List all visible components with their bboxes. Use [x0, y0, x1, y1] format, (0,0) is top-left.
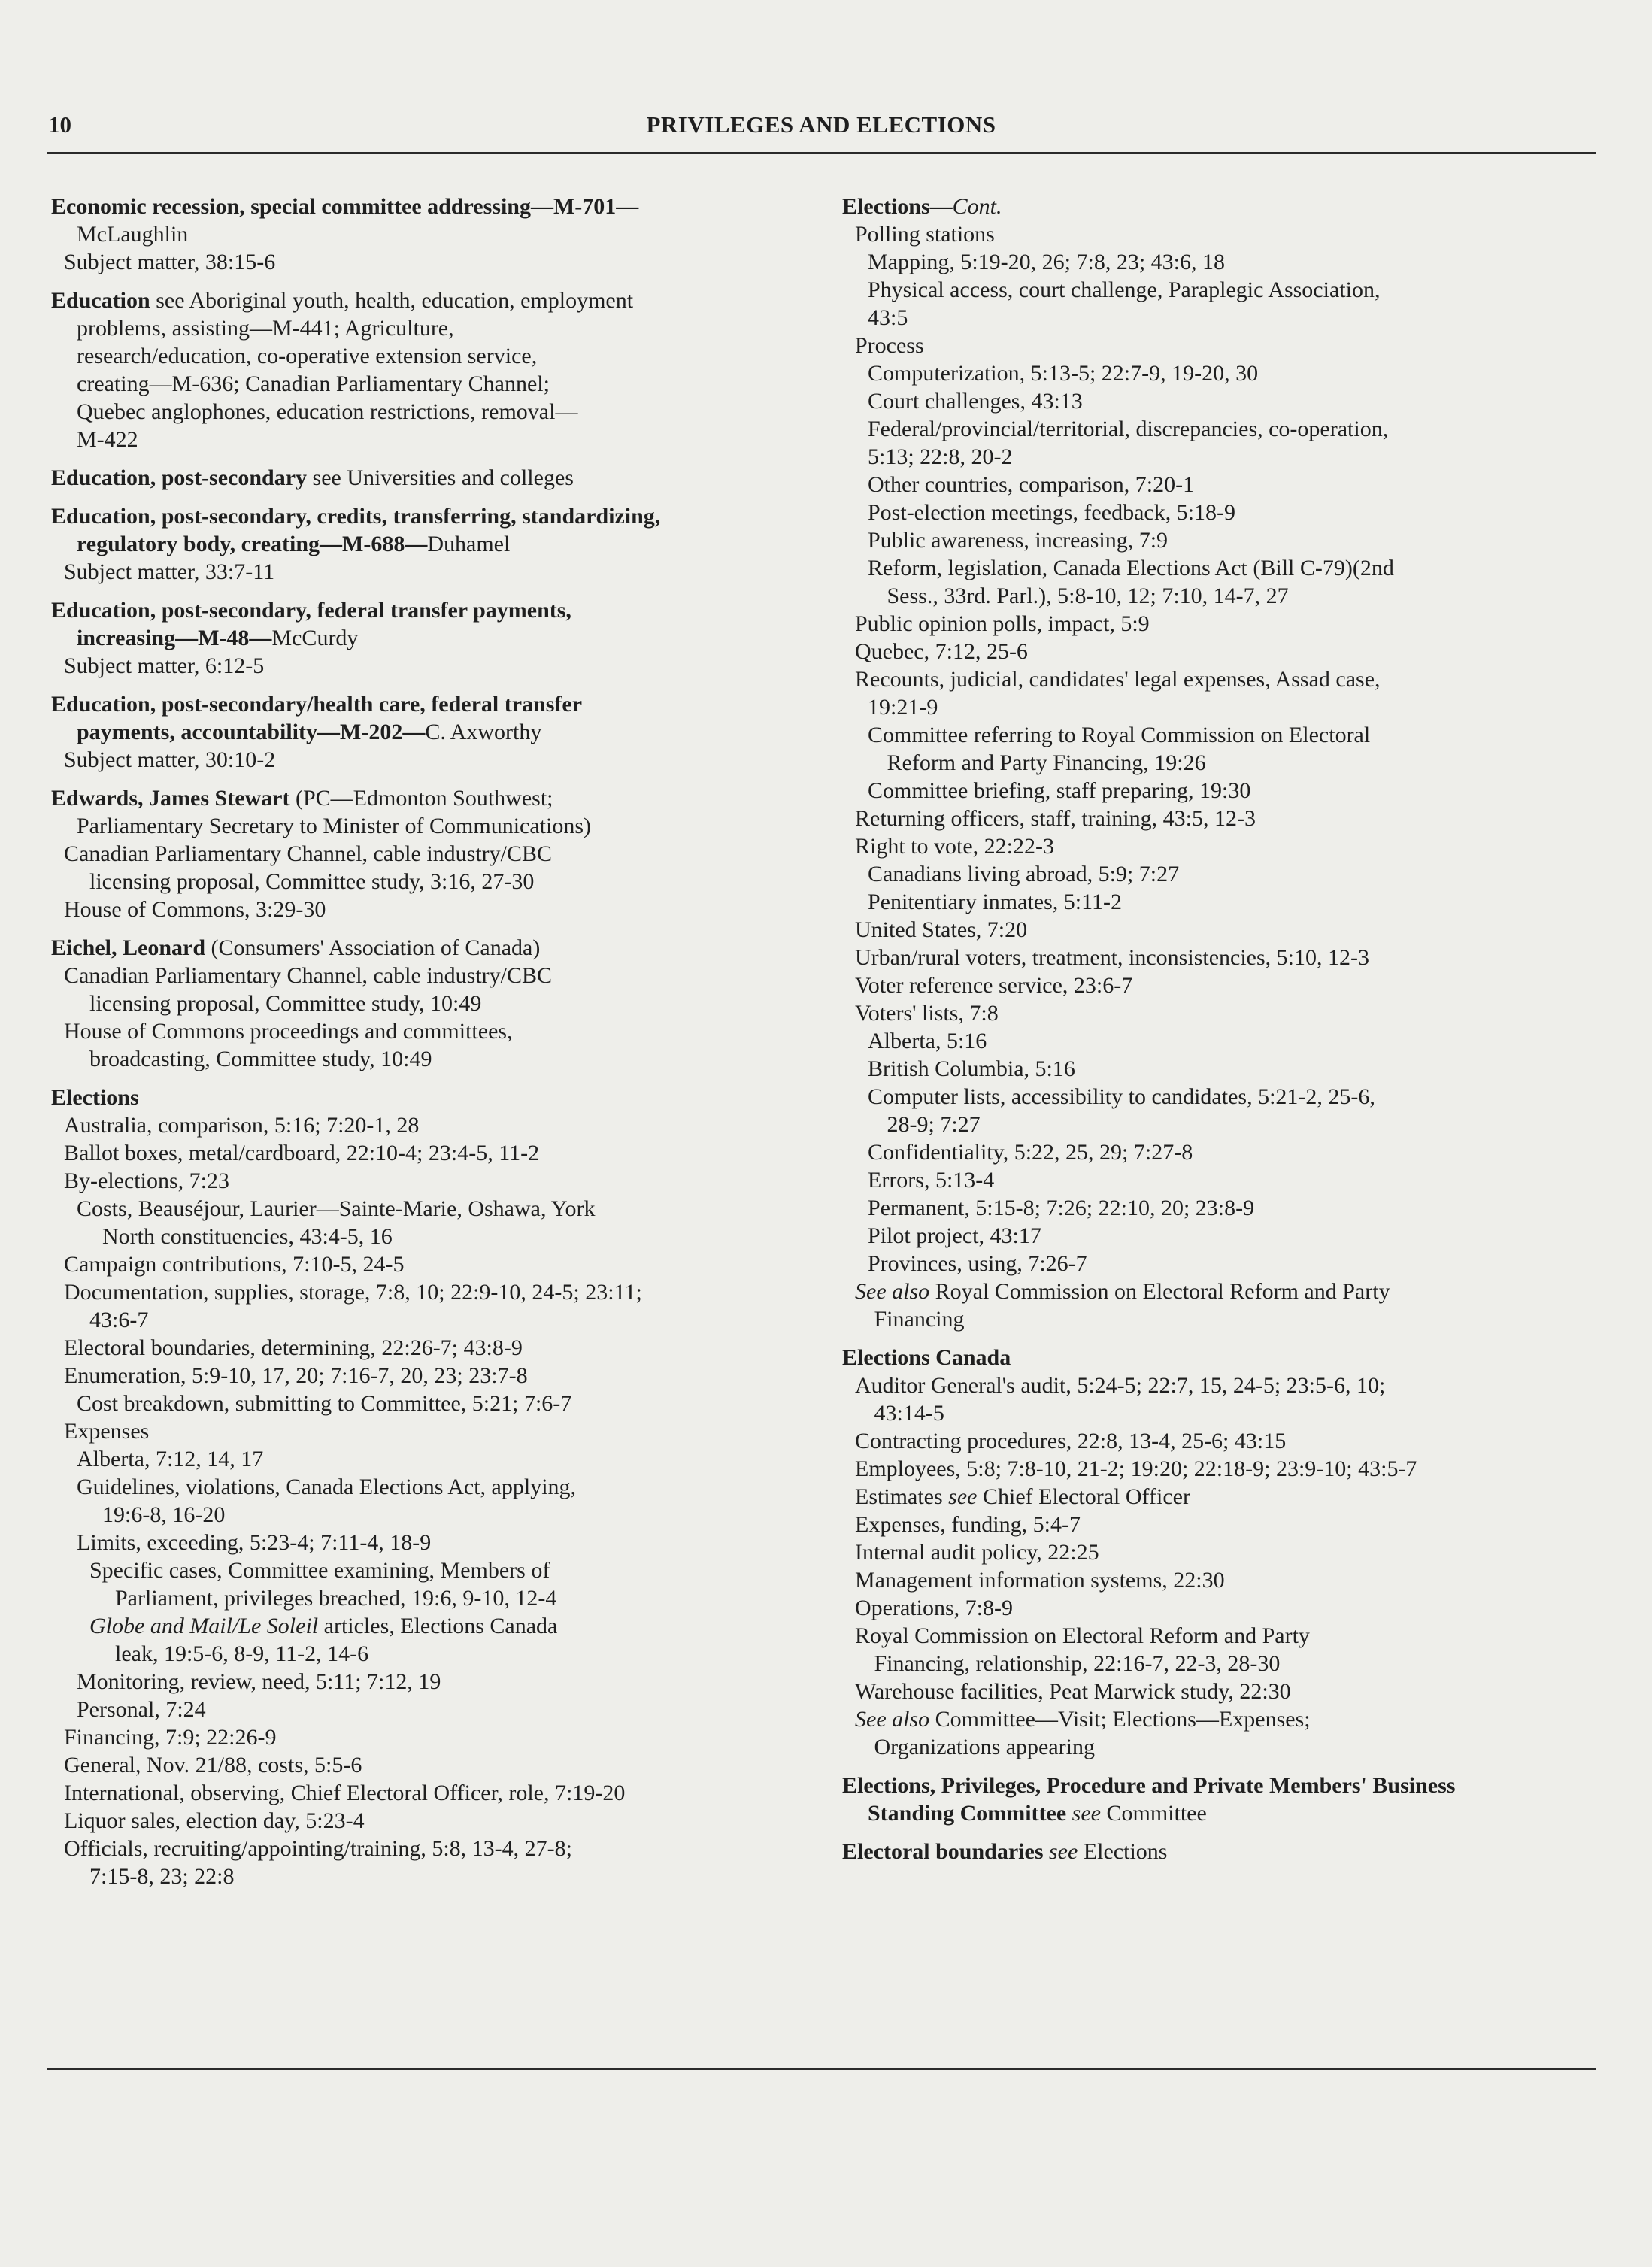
index-heading: [51, 690, 803, 718]
index-subentry: [51, 1779, 803, 1807]
index-subentry: [51, 1723, 803, 1751]
index-subentry: [842, 471, 1594, 499]
subentry-text: Public opinion polls, impact, 5:9: [855, 611, 1150, 636]
subentry-text: Parliamentary Secretary to Minister of Communications): [77, 814, 591, 838]
subentry-text: International, observing, Chief Electoral Officer, role, 7:19-20: [64, 1781, 626, 1805]
index-subentry: [51, 1017, 803, 1045]
subentry-text: Chief Electoral Officer: [977, 1484, 1190, 1509]
subentry-text: Financing, 7:9; 22:26-9: [64, 1725, 277, 1750]
subentry-text: Recounts, judicial, candidates' legal expenses, Assad case,: [855, 667, 1381, 692]
subentry-text: research/education, co-operative extension service,: [77, 344, 538, 368]
subentry-text: Internal audit policy, 22:25: [855, 1540, 1099, 1565]
index-subentry: [842, 526, 1594, 554]
heading-term: Education, post-secondary/health care, federal transfer: [51, 692, 583, 717]
index-subentry: [51, 1556, 803, 1584]
page-number: 10: [48, 111, 71, 138]
subentry-text: Federal/provincial/territorial, discrepancies, co-operation,: [868, 417, 1389, 441]
subentry-bold: Standing Committee: [868, 1801, 1067, 1826]
subentry-text: Public awareness, increasing, 7:9: [868, 528, 1169, 553]
index-subentry: [842, 1222, 1594, 1250]
index-subentry: [51, 624, 803, 652]
subentry-text: 19:21-9: [868, 695, 938, 720]
index-subentry: [51, 426, 803, 453]
index-subentry: [51, 1445, 803, 1473]
index-subentry: [842, 832, 1594, 860]
index-subentry: [842, 1650, 1594, 1678]
subentry-bold: regulatory body, creating—M-688—: [77, 532, 428, 556]
subentry-text: Subject matter, 6:12-5: [64, 653, 265, 678]
index-subentry: [842, 220, 1594, 248]
subentry-text: Australia, comparison, 5:16; 7:20-1, 28: [64, 1113, 420, 1138]
subentry-text: 28-9; 7:27: [887, 1112, 981, 1137]
subentry-text: Court challenges, 43:13: [868, 389, 1083, 414]
subentry-text: Urban/rural voters, treatment, inconsistencies, 5:10, 12-3: [855, 945, 1369, 970]
index-subentry: [51, 1306, 803, 1334]
index-subentry: [842, 1305, 1594, 1333]
subentry-text: Subject matter, 33:7-11: [64, 559, 275, 584]
subentry-text: 43:14-5: [874, 1401, 944, 1426]
footer-rule: [47, 2068, 1596, 2070]
index-subentry: [842, 916, 1594, 944]
index-subentry: [842, 1622, 1594, 1650]
subentry-text: Financing, relationship, 22:16-7, 22-3, 28-30: [874, 1651, 1281, 1676]
subentry-text: Canadians living abroad, 5:9; 7:27: [868, 862, 1180, 886]
index-subentry: [842, 638, 1594, 665]
index-entry: [51, 690, 803, 774]
subentry-text: Computer lists, accessibility to candidates, 5:21-2, 25-6,: [868, 1084, 1375, 1109]
index-subentry: [842, 1594, 1594, 1622]
index-subentry: [51, 370, 803, 398]
index-subentry: [842, 582, 1594, 610]
left-index-column: [51, 192, 803, 1901]
index-subentry: [51, 530, 803, 558]
heading-term: Education, post-secondary, credits, transferring, standardizing,: [51, 504, 661, 529]
index-entry: [51, 464, 803, 492]
index-heading: [51, 192, 803, 220]
subentry-text: Post-election meetings, feedback, 5:18-9: [868, 500, 1236, 525]
subentry-text: Voter reference service, 23:6-7: [855, 973, 1133, 998]
index-subentry: [51, 398, 803, 426]
index-subentry: [51, 868, 803, 896]
subentry-text: 43:6-7: [89, 1308, 149, 1332]
index-subentry: [842, 1371, 1594, 1399]
subentry-text: Ballot boxes, metal/cardboard, 22:10-4; 23:4-5, 11-2: [64, 1141, 540, 1165]
index-subentry: [842, 888, 1594, 916]
index-subentry: [51, 1334, 803, 1362]
index-subentry: [842, 1277, 1594, 1305]
subentry-text: Process: [855, 333, 924, 358]
index-heading: [51, 1083, 803, 1111]
subentry-text: Expenses, funding, 5:4-7: [855, 1512, 1081, 1537]
subentry-text: McLaughlin: [77, 222, 189, 247]
heading-term: Education, post-secondary, federal transfer payments,: [51, 598, 571, 623]
index-entry: [51, 502, 803, 586]
subentry-text: Subject matter, 38:15-6: [64, 250, 276, 274]
subentry-text: Duhamel: [427, 532, 511, 556]
index-subentry: [51, 1390, 803, 1417]
subentry-text: Documentation, supplies, storage, 7:8, 10; 22:9-10, 24-5; 23:11;: [64, 1280, 642, 1305]
index-subentry: [51, 248, 803, 276]
index-heading: [51, 464, 803, 492]
index-subentry: [51, 718, 803, 746]
index-subentry: [51, 1640, 803, 1668]
heading-continued: Cont.: [952, 194, 1002, 219]
index-subentry: [842, 805, 1594, 832]
index-subentry: [51, 1501, 803, 1529]
subentry-text: Right to vote, 22:22-3: [855, 834, 1054, 859]
subentry-italic: See also: [855, 1279, 930, 1304]
index-subentry: [842, 415, 1594, 443]
header-rule: [47, 152, 1596, 154]
index-heading: [842, 1771, 1594, 1799]
index-subentry: [842, 1566, 1594, 1594]
index-subentry: [842, 665, 1594, 693]
index-subentry: [842, 999, 1594, 1027]
subentry-text: Subject matter, 30:10-2: [64, 747, 276, 772]
subentry-text: licensing proposal, Committee study, 3:16, 27-30: [89, 869, 535, 894]
index-subentry: [51, 1751, 803, 1779]
subentry-text: Reform and Party Financing, 19:26: [887, 750, 1206, 775]
subentry-italic: Globe and Mail/Le Soleil: [89, 1614, 319, 1638]
index-heading: [51, 596, 803, 624]
index-subentry: [842, 944, 1594, 971]
index-subentry: [51, 558, 803, 586]
index-heading: [51, 934, 803, 962]
index-subentry: [842, 1538, 1594, 1566]
index-subentry: [51, 840, 803, 868]
index-subentry: [842, 1250, 1594, 1277]
index-subentry: [51, 314, 803, 342]
subentry-text: Permanent, 5:15-8; 7:26; 22:10, 20; 23:8-9: [868, 1196, 1255, 1220]
heading-term: Education, post-secondary: [51, 465, 308, 490]
subentry-bold: increasing—M-48—: [77, 626, 272, 650]
subentry-italic: See also: [855, 1707, 930, 1732]
index-subentry: [842, 443, 1594, 471]
index-subentry: [51, 812, 803, 840]
heading-term: Elections Canada: [842, 1345, 1011, 1370]
heading-rest: Elections: [1078, 1839, 1168, 1864]
index-subentry: [842, 1799, 1594, 1827]
index-subentry: [842, 387, 1594, 415]
index-subentry: [51, 1835, 803, 1862]
subentry-text: Returning officers, staff, training, 43:5, 12-3: [855, 806, 1256, 831]
subentry-text: British Columbia, 5:16: [868, 1056, 1075, 1081]
subentry-text: Reform, legislation, Canada Elections Act (Bill C-79)(2nd: [868, 556, 1394, 580]
subentry-text: Warehouse facilities, Peat Marwick study, 22:30: [855, 1679, 1291, 1704]
index-subentry: [51, 1668, 803, 1696]
subentry-text: Royal Commission on Electoral Reform and Party: [929, 1279, 1390, 1304]
subentry-text: Pilot project, 43:17: [868, 1223, 1041, 1248]
index-subentry: [842, 1483, 1594, 1511]
subentry-text: Costs, Beauséjour, Laurier—Sainte-Marie, Oshawa, York: [77, 1196, 596, 1221]
heading-term: Electoral boundaries: [842, 1839, 1044, 1864]
index-subentry: [842, 332, 1594, 359]
index-subentry: [51, 1278, 803, 1306]
index-subentry: [51, 1362, 803, 1390]
index-subentry: [842, 971, 1594, 999]
subentry-text: Limits, exceeding, 5:23-4; 7:11-4, 18-9: [77, 1530, 432, 1555]
index-subentry: [51, 1584, 803, 1612]
index-subentry: [842, 304, 1594, 332]
subentry-text: Errors, 5:13-4: [868, 1168, 995, 1193]
index-heading: [842, 1838, 1594, 1865]
subentry-text: Management information systems, 22:30: [855, 1568, 1225, 1593]
subentry-text: Royal Commission on Electoral Reform and Party: [855, 1623, 1310, 1648]
subentry-text: Other countries, comparison, 7:20-1: [868, 472, 1195, 497]
index-subentry: [51, 1250, 803, 1278]
subentry-text: Auditor General's audit, 5:24-5; 22:7, 15, 24-5; 23:5-6, 10;: [855, 1373, 1386, 1398]
index-subentry: [842, 1083, 1594, 1111]
subentry-text: United States, 7:20: [855, 917, 1028, 942]
index-subentry: [842, 1678, 1594, 1705]
heading-rest: see Universities and colleges: [307, 465, 574, 490]
index-subentry: [842, 1138, 1594, 1166]
heading-rest: (Consumers' Association of Canada): [205, 935, 541, 960]
subentry-text: By-elections, 7:23: [64, 1168, 229, 1193]
index-heading: [51, 502, 803, 530]
index-subentry: [842, 1399, 1594, 1427]
subentry-text: North constituencies, 43:4-5, 16: [102, 1224, 393, 1249]
index-subentry: [842, 610, 1594, 638]
subentry-text: Operations, 7:8-9: [855, 1596, 1013, 1620]
subentry-text: Polling stations: [855, 222, 995, 247]
index-subentry: [51, 962, 803, 990]
subentry-text: 5:13; 22:8, 20-2: [868, 444, 1013, 469]
heading-see: see: [1043, 1839, 1078, 1864]
subentry-text: Penitentiary inmates, 5:11-2: [868, 890, 1122, 914]
subentry-text: McCurdy: [271, 626, 359, 650]
heading-term: Eichel, Leonard: [51, 935, 206, 960]
heading-term: Elections: [51, 1085, 139, 1110]
heading-term: Edwards, James Stewart: [51, 786, 290, 811]
index-subentry: [51, 1223, 803, 1250]
subentry-text: Committee referring to Royal Commission on Electoral: [868, 723, 1371, 747]
index-heading: [51, 784, 803, 812]
subentry-text: Cost breakdown, submitting to Committee, 5:21; 7:6-7: [77, 1391, 572, 1416]
subentry-bold: payments, accountability—M-202—: [77, 720, 426, 744]
subentry-text: leak, 19:5-6, 8-9, 11-2, 14-6: [115, 1641, 369, 1666]
index-subentry: [842, 554, 1594, 582]
subentry-text: Guidelines, violations, Canada Elections Act, applying,: [77, 1474, 577, 1499]
index-subentry: [51, 1139, 803, 1167]
subentry-text: problems, assisting—M-441; Agriculture,: [77, 316, 454, 341]
index-subentry: [842, 1055, 1594, 1083]
index-subentry: [842, 860, 1594, 888]
subentry-text: creating—M-636; Canadian Parliamentary Channel;: [77, 371, 550, 396]
subentry-text: Physical access, court challenge, Paraplegic Association,: [868, 277, 1381, 302]
subentry-text: Electoral boundaries, determining, 22:26-7; 43:8-9: [64, 1335, 523, 1360]
index-subentry: [51, 896, 803, 923]
index-subentry: [842, 1166, 1594, 1194]
subentry-text: Canadian Parliamentary Channel, cable industry/CBC: [64, 841, 553, 866]
index-subentry: [51, 1807, 803, 1835]
heading-term: Elections—: [842, 194, 953, 219]
index-subentry: [842, 721, 1594, 749]
subentry-text: Sess., 33rd. Parl.), 5:8-10, 12; 7:10, 14-7, 27: [887, 583, 1289, 608]
subentry-text: Contracting procedures, 22:8, 13-4, 25-6; 43:15: [855, 1429, 1287, 1453]
subentry-text: House of Commons, 3:29-30: [64, 897, 326, 922]
index-entry: [842, 1771, 1594, 1827]
subentry-text: 19:6-8, 16-20: [102, 1502, 226, 1527]
index-subentry: [51, 746, 803, 774]
subentry-text: articles, Elections Canada: [318, 1614, 558, 1638]
index-subentry: [51, 1195, 803, 1223]
index-subentry: [842, 693, 1594, 721]
subentry-text: Parliament, privileges breached, 19:6, 9-10, 12-4: [115, 1586, 557, 1611]
index-subentry: [842, 1111, 1594, 1138]
subentry-text: Mapping, 5:19-20, 26; 7:8, 23; 43:6, 18: [868, 250, 1225, 274]
heading-rest: (PC—Edmonton Southwest;: [289, 786, 553, 811]
index-subentry: [842, 1705, 1594, 1733]
subentry-text: Alberta, 5:16: [868, 1029, 987, 1053]
subentry-text: Quebec, 7:12, 25-6: [855, 639, 1028, 664]
subentry-text: Alberta, 7:12, 14, 17: [77, 1447, 264, 1471]
index-subentry: [51, 990, 803, 1017]
index-subentry: [842, 1027, 1594, 1055]
index-heading: [51, 286, 803, 314]
index-entry: [51, 286, 803, 453]
index-subentry: [842, 276, 1594, 304]
index-heading: [842, 192, 1594, 220]
index-subentry: [51, 342, 803, 370]
subentry-text: Specific cases, Committee examining, Members of: [89, 1558, 550, 1583]
page-header: [47, 111, 1596, 149]
index-subentry: [842, 248, 1594, 276]
index-entry: [51, 596, 803, 680]
index-entry: [842, 1838, 1594, 1865]
subentry-text: 7:15-8, 23; 22:8: [89, 1864, 235, 1889]
index-entry: [51, 192, 803, 276]
subentry-text: Personal, 7:24: [77, 1697, 206, 1722]
heading-term: Elections, Privileges, Procedure and Private Members' Business: [842, 1773, 1456, 1798]
subentry-text: Organizations appearing: [874, 1735, 1096, 1759]
page-title: PRIVILEGES AND ELECTIONS: [646, 111, 996, 138]
index-entry: [51, 784, 803, 923]
index-subentry: [51, 1862, 803, 1890]
index-subentry: [51, 220, 803, 248]
index-subentry: [842, 1733, 1594, 1761]
subentry-text: Monitoring, review, need, 5:11; 7:12, 19: [77, 1669, 441, 1694]
subentry-text: General, Nov. 21/88, costs, 5:5-6: [64, 1753, 362, 1778]
index-entry: [842, 1344, 1594, 1761]
subentry-text: licensing proposal, Committee study, 10:49: [89, 991, 482, 1016]
subentry-text: House of Commons proceedings and committees,: [64, 1019, 513, 1044]
subentry-text: Quebec anglophones, education restrictions, removal—: [77, 399, 578, 424]
subentry-text: 43:5: [868, 305, 908, 330]
subentry-text: broadcasting, Committee study, 10:49: [89, 1047, 432, 1071]
index-subentry: [842, 749, 1594, 777]
index-subentry: [51, 1529, 803, 1556]
subentry-text: Voters' lists, 7:8: [855, 1001, 999, 1026]
index-subentry: [51, 1612, 803, 1640]
index-subentry: [842, 1511, 1594, 1538]
subentry-text: Provinces, using, 7:26-7: [868, 1251, 1087, 1276]
index-subentry: [842, 777, 1594, 805]
index-subentry: [51, 1167, 803, 1195]
index-subentry: [51, 1417, 803, 1445]
right-index-column: [842, 192, 1594, 1876]
index-subentry: [51, 1111, 803, 1139]
index-subentry: [842, 1194, 1594, 1222]
subentry-text: Liquor sales, election day, 5:23-4: [64, 1808, 365, 1833]
index-subentry: [51, 1696, 803, 1723]
subentry-italic: see: [948, 1484, 978, 1509]
index-heading: [842, 1344, 1594, 1371]
subentry-text: Employees, 5:8; 7:8-10, 21-2; 19:20; 22:18-9; 23:9-10; 43:5-7: [855, 1456, 1417, 1481]
heading-term: Education: [51, 288, 150, 313]
subentry-text: Committee: [1100, 1801, 1207, 1826]
subentry-text: Computerization, 5:13-5; 22:7-9, 19-20, 30: [868, 361, 1259, 386]
heading-rest: see Aboriginal youth, health, education, employment: [150, 288, 634, 313]
index-subentry: [842, 499, 1594, 526]
index-subentry: [842, 1455, 1594, 1483]
subentry-italic: see: [1066, 1801, 1101, 1826]
subentry-text: Committee briefing, staff preparing, 19:30: [868, 778, 1251, 803]
index-entry: [51, 934, 803, 1073]
subentry-text: M-422: [77, 427, 138, 452]
index-entry: [842, 192, 1594, 1333]
subentry-text: Canadian Parliamentary Channel, cable industry/CBC: [64, 963, 553, 988]
index-subentry: [51, 1473, 803, 1501]
index-subentry: [842, 1427, 1594, 1455]
index-subentry: [842, 359, 1594, 387]
index-entry: [51, 1083, 803, 1890]
subentry-text: Financing: [874, 1307, 965, 1332]
index-subentry: [51, 1045, 803, 1073]
subentry-text: C. Axworthy: [425, 720, 542, 744]
subentry-text: Estimates: [855, 1484, 949, 1509]
subentry-text: Campaign contributions, 7:10-5, 24-5: [64, 1252, 405, 1277]
subentry-text: Expenses: [64, 1419, 150, 1444]
heading-term: Economic recession, special committee addressing—M-701—: [51, 194, 639, 219]
index-subentry: [51, 652, 803, 680]
subentry-text: Enumeration, 5:9-10, 17, 20; 7:16-7, 20, 23; 23:7-8: [64, 1363, 528, 1388]
subentry-text: Confidentiality, 5:22, 25, 29; 7:27-8: [868, 1140, 1193, 1165]
subentry-text: Officials, recruiting/appointing/training, 5:8, 13-4, 27-8;: [64, 1836, 572, 1861]
subentry-text: Committee—Visit; Elections—Expenses;: [929, 1707, 1311, 1732]
